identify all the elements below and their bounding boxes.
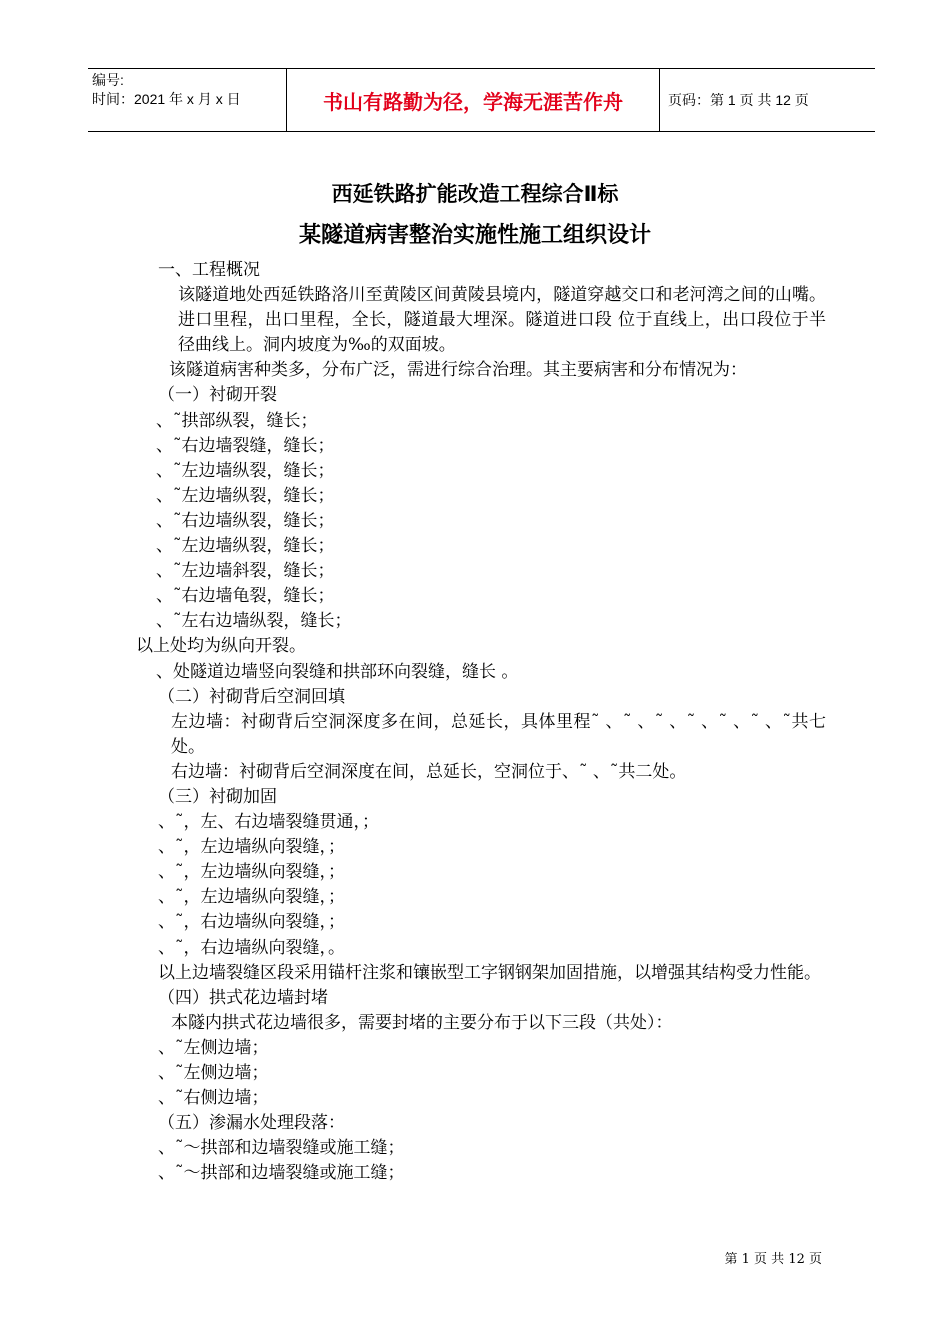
header-motto: 书山有路勤为径，学海无涯苦作舟 xyxy=(286,69,660,131)
body-paragraph: 以上处均为纵向开裂。 xyxy=(136,636,306,657)
body-paragraph: （一）衬砌开裂 xyxy=(158,385,277,406)
body-paragraph: 、˜右边墙龟裂，缝长； xyxy=(156,586,335,607)
document-number-label: 编号: xyxy=(92,72,124,88)
body-paragraph: （四）拱式花边墙封堵 xyxy=(158,987,328,1008)
body-paragraph: 、˜左右边墙纵裂，缝长； xyxy=(156,611,352,632)
header-left xyxy=(92,71,241,109)
body-paragraph: 、˜，左边墙纵向裂缝，； xyxy=(158,887,345,908)
body-paragraph: 、˜拱部纵裂，缝长； xyxy=(156,410,318,431)
body-paragraph: 、˜右边墙纵裂，缝长； xyxy=(156,510,335,531)
body-paragraph: 、处隧道边墙竖向裂缝和拱部环向裂缝，缝长 。 xyxy=(156,661,519,682)
header-table xyxy=(88,68,875,132)
body-paragraph: 、˜左边墙纵裂，缝长； xyxy=(156,460,335,481)
document-body xyxy=(136,258,826,1186)
body-paragraph: 、˜～拱部和边墙裂缝或施工缝； xyxy=(158,1163,405,1184)
document-time-label: 时间：2021 年 x 月 x 日 xyxy=(92,91,241,107)
header-page-info: 页码：第 1 页 共 12 页 xyxy=(668,92,809,108)
body-paragraph: 、˜右侧边墙； xyxy=(158,1088,269,1109)
footer-page-info: 第 1 页 共 12 页 xyxy=(724,1252,822,1267)
body-paragraph: 、˜左边墙纵裂，缝长； xyxy=(156,536,335,557)
body-paragraph: 、˜左边墙斜裂，缝长； xyxy=(156,561,335,582)
body-paragraph: （二）衬砌背后空洞回填 xyxy=(158,686,345,707)
document-title-sub: 某隧道病害整治实施性施工组织设计 xyxy=(298,223,651,248)
body-paragraph: （三）衬砌加固 xyxy=(158,786,277,807)
document-title-main: 西延铁路扩能改造工程综合Ⅱ标 xyxy=(331,182,619,206)
body-paragraph: 、˜～拱部和边墙裂缝或施工缝； xyxy=(158,1138,405,1159)
body-paragraph: 、˜，左边墙纵向裂缝，； xyxy=(158,837,345,858)
body-paragraph: 本隧内拱式花边墙很多，需要封堵的主要分布于以下三段（共处）： xyxy=(171,1012,673,1033)
body-paragraph: 、˜左边墙纵裂，缝长； xyxy=(156,485,335,506)
body-paragraph: 右边墙：衬砌背后空洞深度在间，总延长，空洞位于、˜ 、˜共二处。 xyxy=(171,761,687,782)
body-paragraph: 、˜右边墙裂缝，缝长； xyxy=(156,435,335,456)
body-paragraph: 、˜，左、右边墙裂缝贯通，； xyxy=(158,812,379,833)
body-paragraph: 、˜，右边墙纵向裂缝，。 xyxy=(158,937,345,958)
body-paragraph: 、˜左侧边墙； xyxy=(158,1037,269,1058)
body-paragraph: 该隧道病害种类多，分布广泛，需进行综合治理。其主要病害和分布情况为： xyxy=(169,360,747,381)
body-paragraph: 、˜左侧边墙； xyxy=(158,1063,269,1083)
body-paragraph: （五）渗漏水处理段落： xyxy=(158,1113,345,1134)
body-paragraph: 以上边墙裂缝区段采用锚杆注浆和镶嵌型工字钢钢架加固措施，以增强其结构受力性能。 xyxy=(158,962,821,983)
body-paragraph: 该隧道地处西延铁路洛川至黄陵区间黄陵县境内，隧道穿越交口和老河湾之间的山嘴。进口里程，出口里程，全长，隧道最大埋深。隧道进口段 位于直线上，出口段位于半径曲线上。洞内坡度为‰的双面坡。 xyxy=(178,285,826,356)
body-paragraph: 左边墙：衬砌背后空洞深度多在间，总延长，具体里程˜ 、˜ 、˜ 、˜ 、˜ 、˜ 、˜共七处。 xyxy=(171,711,826,757)
body-paragraph: 一、工程概况 xyxy=(158,260,260,280)
body-paragraph: 、˜，左边墙纵向裂缝，； xyxy=(158,862,345,883)
body-paragraph: 、˜，右边墙纵向裂缝，； xyxy=(158,912,345,933)
